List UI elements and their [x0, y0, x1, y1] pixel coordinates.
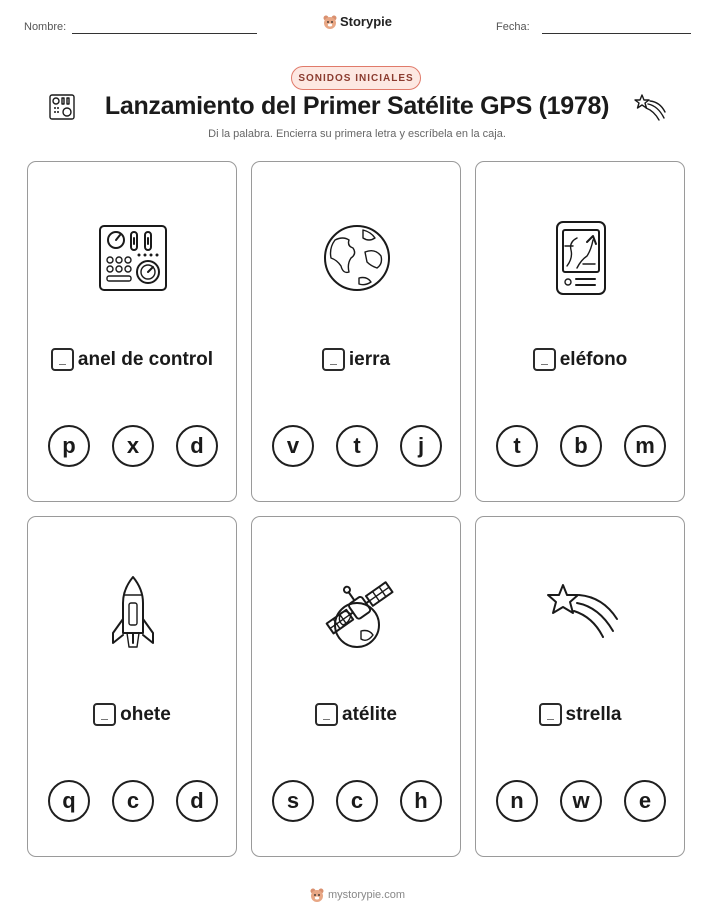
footer — [0, 887, 714, 903]
brand-logo — [0, 13, 714, 30]
word-prompt — [476, 348, 684, 371]
letter-options — [48, 780, 218, 822]
brand-name: Storypie — [339, 14, 392, 30]
rocket-icon — [93, 573, 173, 653]
letter-option[interactable]: e — [624, 780, 666, 822]
name-field[interactable] — [72, 33, 257, 34]
word-prompt — [28, 703, 236, 726]
letter-option[interactable]: x — [112, 425, 154, 467]
word-rest: eléfono — [559, 348, 628, 370]
letter-option[interactable]: t — [496, 425, 538, 467]
letter-option[interactable]: h — [400, 780, 442, 822]
letter-option[interactable]: b — [560, 425, 602, 467]
letter-option[interactable]: d — [176, 780, 218, 822]
letter-option[interactable]: d — [176, 425, 218, 467]
answer-box[interactable] — [539, 703, 562, 726]
letter-options — [496, 425, 666, 467]
word-prompt — [28, 348, 236, 371]
letter-options — [272, 780, 442, 822]
word-prompt — [476, 703, 684, 726]
letter-option[interactable]: q — [48, 780, 90, 822]
bear-logo-icon — [322, 14, 338, 30]
name-label: Nombre: — [24, 21, 67, 33]
letter-options — [272, 425, 442, 467]
answer-box[interactable] — [315, 703, 338, 726]
satellite-icon — [317, 573, 397, 653]
word-rest: strella — [565, 703, 622, 725]
phone-map-icon — [541, 218, 621, 298]
page-title: Lanzamiento del Primer Satélite GPS (1978) — [104, 92, 610, 120]
word-prompt — [252, 348, 460, 371]
word-card-6 — [475, 516, 685, 857]
letter-option[interactable]: c — [336, 780, 378, 822]
letter-options — [496, 780, 666, 822]
date-label: Fecha: — [496, 21, 530, 33]
category-badge: SONIDOS INICIALES — [291, 66, 421, 90]
letter-option[interactable]: w — [560, 780, 602, 822]
answer-box[interactable] — [51, 348, 74, 371]
word-rest: ierra — [348, 348, 391, 370]
word-rest: anel de control — [77, 348, 214, 370]
letter-option[interactable]: p — [48, 425, 90, 467]
letter-options — [48, 425, 218, 467]
control-panel-icon — [93, 218, 173, 298]
word-card-3 — [475, 161, 685, 502]
bear-logo-icon — [309, 887, 325, 903]
answer-box[interactable] — [93, 703, 116, 726]
letter-option[interactable]: t — [336, 425, 378, 467]
answer-box[interactable] — [533, 348, 556, 371]
word-card-5 — [251, 516, 461, 857]
word-rest: atélite — [342, 703, 397, 725]
word-prompt — [252, 703, 460, 726]
letter-option[interactable]: j — [400, 425, 442, 467]
shooting-star-icon — [634, 92, 666, 122]
letter-option[interactable]: v — [272, 425, 314, 467]
letter-option[interactable]: s — [272, 780, 314, 822]
shooting-star-icon — [541, 573, 621, 653]
word-rest: ohete — [120, 703, 171, 725]
word-card-4 — [27, 516, 237, 857]
word-card-1 — [27, 161, 237, 502]
letter-option[interactable]: m — [624, 425, 666, 467]
letter-option[interactable]: n — [496, 780, 538, 822]
earth-globe-icon — [317, 218, 397, 298]
word-card-2 — [251, 161, 461, 502]
date-field[interactable] — [542, 33, 691, 34]
answer-box[interactable] — [322, 348, 345, 371]
footer-url[interactable]: mystorypie.com — [327, 889, 406, 901]
instructions: Di la palabra. Encierra su primera letra y escríbela en la caja. — [208, 128, 506, 140]
letter-option[interactable]: c — [112, 780, 154, 822]
